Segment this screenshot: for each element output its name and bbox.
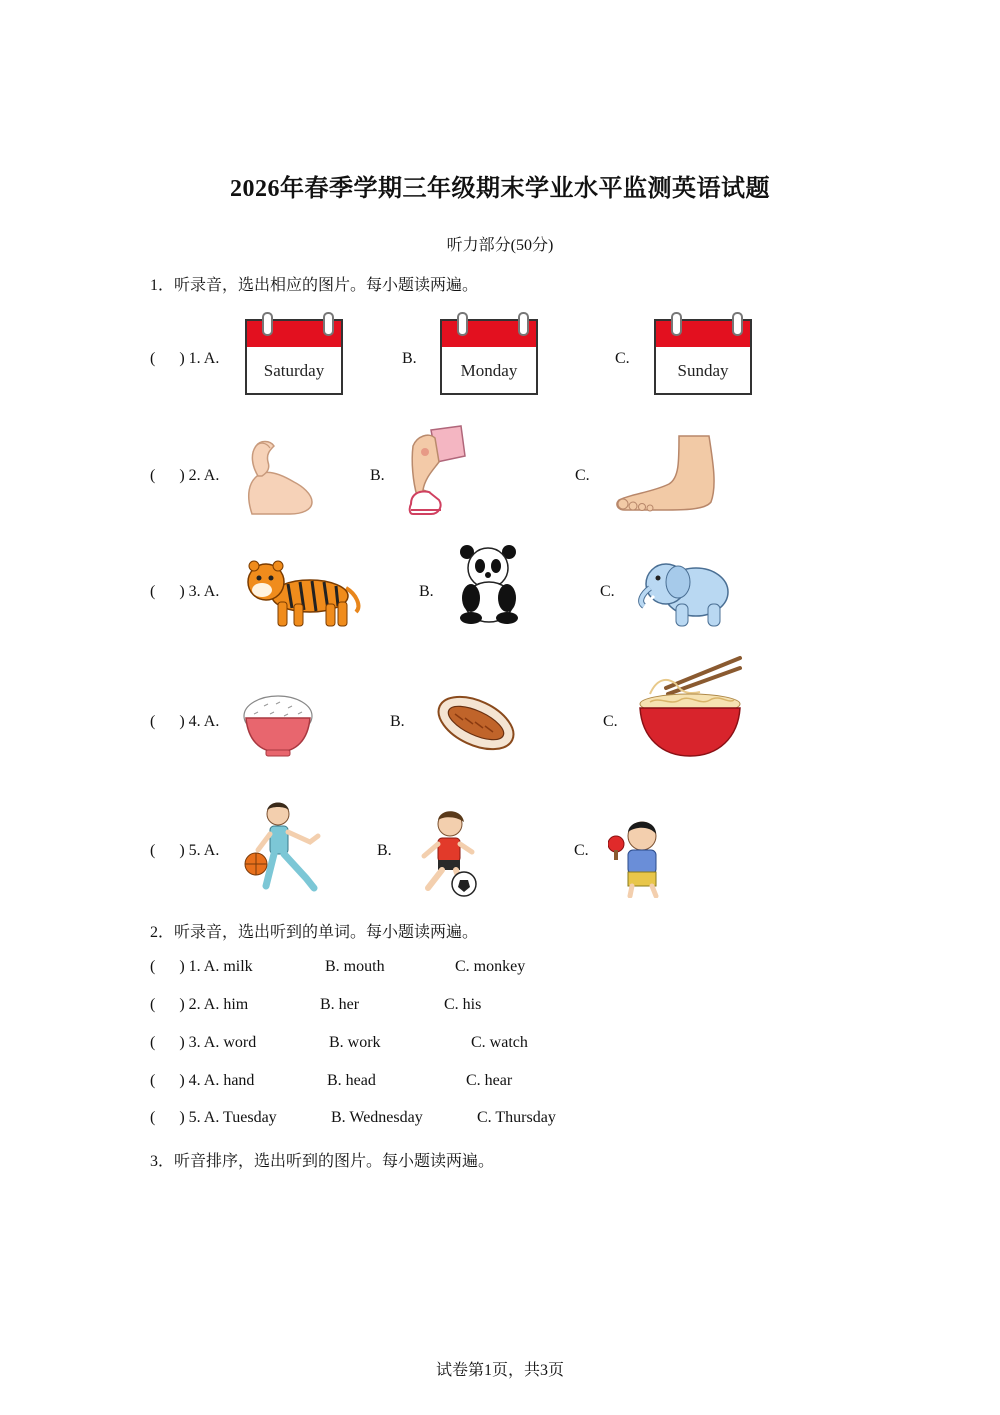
- q2-5-option-a: ( ) 5. A. Tuesday: [150, 1109, 277, 1126]
- q2-2-option-c: C. his: [444, 996, 482, 1013]
- ping-pong-boy-icon[interactable]: [608, 818, 672, 898]
- fish-icon[interactable]: [433, 690, 519, 756]
- page-title: 2026年春季学期三年级期末学业水平监测英语试题: [230, 176, 770, 202]
- section2-heading: 2．听录音，选出听到的单词。每小题读两遍。: [150, 924, 479, 941]
- football-boy-icon[interactable]: [410, 808, 482, 898]
- q2-5-option-b: B. Wednesday: [331, 1109, 423, 1126]
- q1-1-label: ( ) 1. A.: [150, 350, 220, 367]
- q2-5-option-c: C. Thursday: [477, 1109, 556, 1126]
- calendar-monday-icon[interactable]: [440, 319, 538, 395]
- calendar-label: Sunday: [677, 361, 729, 380]
- elephant-icon[interactable]: [634, 554, 734, 630]
- q1-4-label: ( ) 4. A.: [150, 713, 220, 730]
- section3-heading: 3．听音排序，选出听到的图片。每小题读两遍。: [150, 1153, 495, 1170]
- panda-icon[interactable]: [457, 544, 521, 624]
- noodles-icon[interactable]: [636, 654, 744, 760]
- q1-2-label: ( ) 2. A.: [150, 467, 220, 484]
- option-b-letter: B.: [390, 713, 405, 730]
- q2-1-option-c: C. monkey: [455, 958, 526, 975]
- section-subtitle: 听力部分(50分): [446, 237, 554, 254]
- option-b-letter: B.: [419, 583, 434, 600]
- q2-4-option-c: C. hear: [466, 1072, 513, 1089]
- option-c-letter: C.: [574, 842, 589, 859]
- option-b-letter: B.: [370, 467, 385, 484]
- q2-3-option-c: C. watch: [471, 1034, 528, 1051]
- tiger-icon[interactable]: [244, 558, 364, 630]
- option-c-letter: C.: [603, 713, 618, 730]
- q2-3-option-a: ( ) 3. A. word: [150, 1034, 257, 1051]
- q2-2-option-b: B. her: [320, 996, 360, 1013]
- option-c-letter: C.: [600, 583, 615, 600]
- basketball-boy-icon[interactable]: [240, 798, 324, 898]
- q1-3-label: ( ) 3. A.: [150, 583, 220, 600]
- q2-4-option-b: B. head: [327, 1072, 376, 1089]
- rice-icon[interactable]: [240, 690, 316, 760]
- calendar-label: Monday: [460, 361, 518, 380]
- arm-icon[interactable]: [240, 436, 318, 520]
- q2-4-option-a: ( ) 4. A. hand: [150, 1072, 255, 1089]
- option-b-letter: B.: [402, 350, 417, 367]
- q1-5-label: ( ) 5. A.: [150, 842, 220, 859]
- option-c-letter: C.: [575, 467, 590, 484]
- calendar-saturday-icon[interactable]: [245, 319, 343, 395]
- knee-icon[interactable]: [403, 422, 481, 520]
- section1-heading: 1．听录音，选出相应的图片。每小题读两遍。: [150, 277, 479, 294]
- calendar-sunday-icon[interactable]: [654, 319, 752, 395]
- q2-2-option-a: ( ) 2. A. him: [150, 996, 249, 1013]
- calendar-label: Saturday: [263, 361, 325, 380]
- q2-1-option-b: B. mouth: [325, 958, 385, 975]
- option-c-letter: C.: [615, 350, 630, 367]
- option-b-letter: B.: [377, 842, 392, 859]
- q2-1-option-a: ( ) 1. A. milk: [150, 958, 253, 975]
- page-footer: 试卷第1页，共3页: [435, 1362, 564, 1379]
- foot-icon[interactable]: [613, 432, 719, 514]
- q2-3-option-b: B. work: [329, 1034, 381, 1051]
